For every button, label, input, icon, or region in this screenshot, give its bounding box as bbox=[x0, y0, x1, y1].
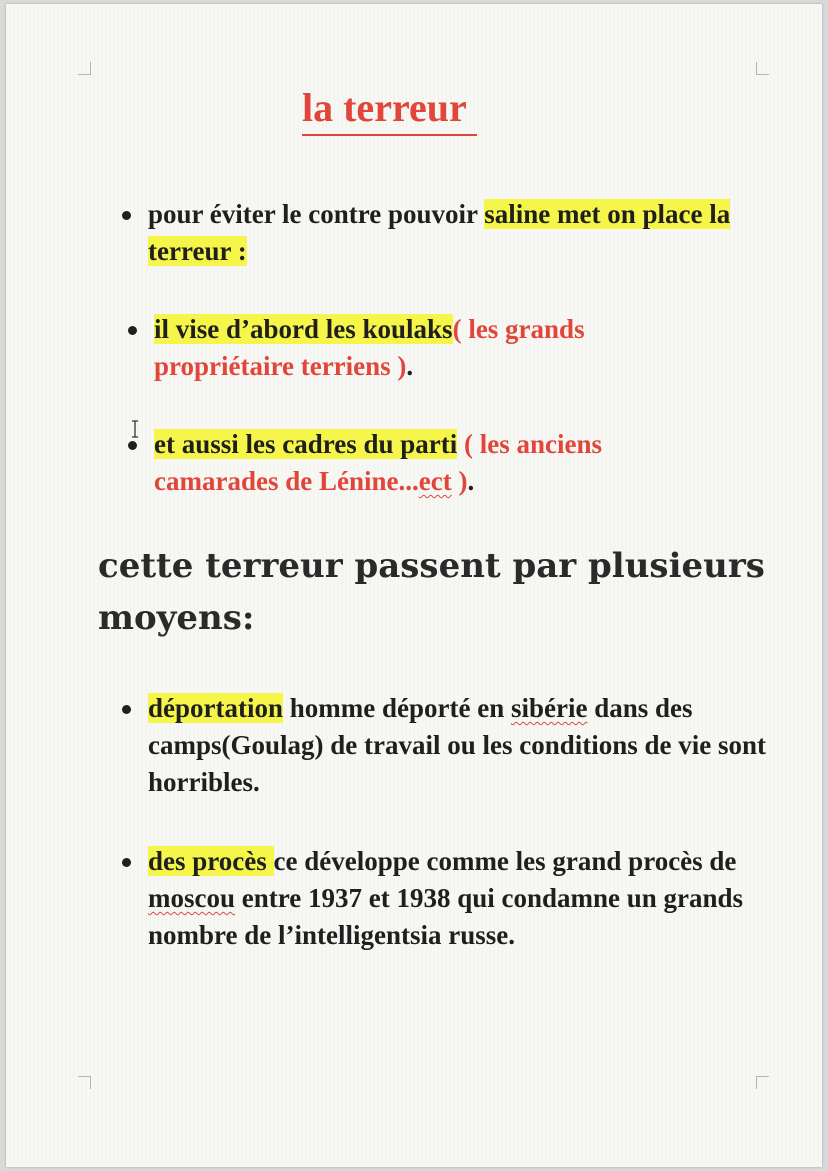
red-note-text: ( les grands propriétaire terriens ) bbox=[154, 314, 585, 381]
misspelled-word: sibérie bbox=[510, 693, 588, 723]
bullet-icon bbox=[122, 705, 131, 714]
item-text: entre 1937 et 1938 qui condamne un grands nombre de l’intelligentsia russe. bbox=[148, 883, 744, 950]
highlighted-text: il vise d’abord les koulaks bbox=[154, 314, 453, 344]
item-text: . bbox=[467, 466, 475, 496]
highlighted-text: des procès bbox=[148, 846, 274, 876]
page-title: la terreur bbox=[302, 84, 477, 136]
highlighted-text: et aussi les cadres du parti bbox=[154, 429, 458, 459]
subheading: cette terreur passent par plusieurs moyens: bbox=[98, 546, 765, 638]
crop-mark-bottom-right bbox=[756, 1076, 769, 1089]
list-item bbox=[148, 196, 758, 270]
item-text: dans des camps(Goulag) de travail ou les conditions de vie sont horribles. bbox=[148, 693, 767, 797]
misspelled-word: ect bbox=[418, 466, 452, 496]
item-text: ce développe comme les grand procès de bbox=[273, 846, 737, 876]
misspelled-word: moscou bbox=[148, 883, 235, 913]
bullet-icon bbox=[122, 858, 131, 867]
crop-mark-top-right bbox=[756, 62, 769, 75]
item-text: homme déporté en bbox=[283, 693, 511, 723]
list-item bbox=[148, 690, 768, 801]
item-text: pour éviter le contre pouvoir bbox=[148, 199, 485, 229]
bullet-icon bbox=[122, 211, 131, 220]
red-note-text: ( les anciens camarades de Lénine... bbox=[154, 429, 603, 496]
crop-mark-bottom-left bbox=[78, 1076, 91, 1089]
red-note-text: ) bbox=[451, 466, 468, 496]
list-item bbox=[148, 843, 768, 954]
crop-mark-top-left bbox=[78, 62, 91, 75]
document-page bbox=[6, 4, 822, 1167]
text-cursor-icon bbox=[130, 420, 140, 438]
bullet-icon bbox=[128, 326, 137, 335]
bullet-icon bbox=[128, 441, 137, 450]
list-item bbox=[154, 426, 714, 500]
highlighted-text: déportation bbox=[148, 693, 283, 723]
highlighted-text: saline met on place la terreur : bbox=[148, 199, 731, 266]
item-text: . bbox=[406, 351, 414, 381]
list-item bbox=[154, 311, 714, 385]
